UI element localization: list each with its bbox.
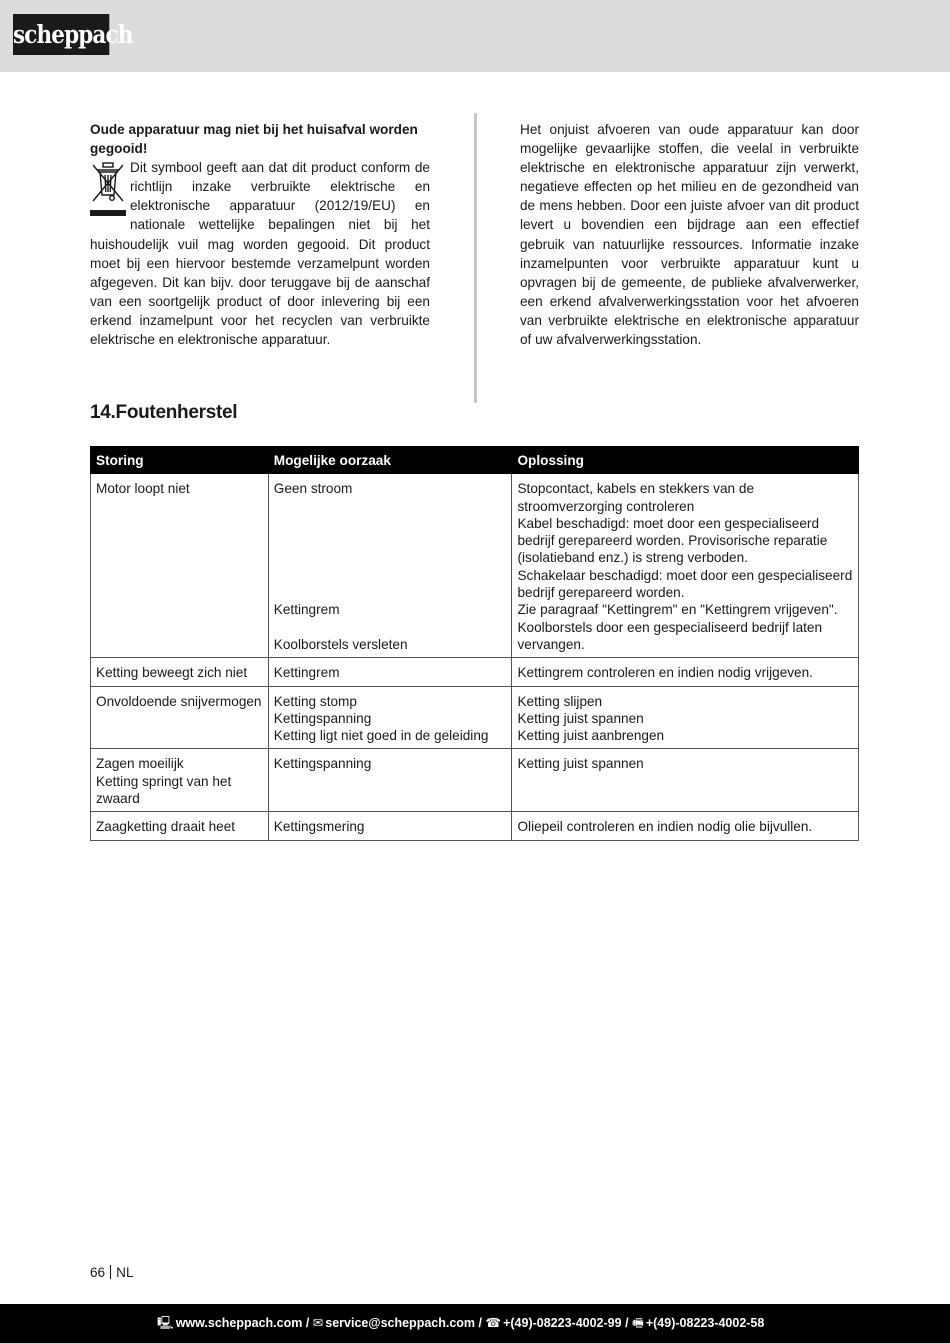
cell-oorzaak: Kettingsmering [268, 812, 512, 840]
column-divider [474, 113, 477, 403]
cause-line: Ketting ligt niet goed in de geleiding [273, 728, 489, 744]
fault-line: Ketting springt van het zwaard [96, 773, 232, 807]
cell-storing: Ketting beweegt zich niet [91, 658, 269, 686]
page-number-value: 66 [90, 1265, 106, 1280]
cell-oorzaak: Kettingspanning [268, 749, 512, 812]
section-title [90, 402, 237, 424]
footer-separator: / [305, 1316, 310, 1330]
cause-line: Koolborstels versleten [273, 636, 408, 652]
weee-crossed-bin-icon [90, 161, 126, 217]
cell-oplossing [512, 686, 859, 749]
table-row [91, 686, 859, 749]
footer-email[interactable]: service@scheppach.com [325, 1316, 476, 1330]
cell-oorzaak [268, 474, 512, 658]
solution-line: Ketting slijpen [517, 693, 603, 709]
solution-line: Kabel beschadigd: moet door een gespecialiseerd bedrijf gerepareerd worden. Provisorische reparatie (isolatieband enz.) is streng verboden. [517, 515, 828, 566]
page-number [90, 1265, 134, 1280]
fault-line: Zagen moeilijk [96, 756, 184, 772]
solution-line: Stopcontact, kabels en stekkers van de stroomverzorging controleren [517, 481, 755, 514]
disposal-left-text: Dit symbool geeft aan dat dit product conform de richtlijn inzake verbruikte elektrische en elektronische apparatuur (2012/19/EU) en nationale wettelijke bepalingen niet bij het huishoudelijk vuil mag worden gegooid. Dit product moet bij een hiervoor bestemde verzamelpunt worden afgegeven. Dit kan bijv. door teruggave bij de aanschaf van een soortgelijk product of door inlevering bij een erkend inzamelpunt voor het recyclen van verbruikte elektrische en elektronische apparatuur. [90, 160, 430, 348]
disposal-heading: Oude apparatuur mag niet bij het huisafval worden gegooid! [90, 122, 418, 157]
cell-storing: Zaagketting draait heet [91, 812, 269, 840]
cause-line: Kettingspanning [273, 710, 372, 726]
cell-oplossing: Kettingrem controleren en indien nodig vrijgeven. [512, 658, 859, 686]
solution-line: Schakelaar beschadigd: moet door een gespecialiseerd bedrijf gerepareerd worden. [517, 567, 853, 601]
cause-line: Ketting stomp [273, 693, 357, 709]
footer-phone: +(49)-08223-4002-99 [503, 1316, 622, 1330]
cell-storing [91, 749, 269, 812]
header-band [0, 0, 950, 72]
cause-line: Geen stroom [273, 481, 353, 497]
computer-icon: 🖳 [157, 1316, 174, 1330]
cell-oplossing: Ketting juist spannen [512, 749, 859, 812]
cause-line: Kettingrem [273, 602, 340, 618]
phone-icon: ☎ [485, 1316, 502, 1330]
cell-oplossing [512, 474, 859, 658]
solution-line: Zie paragraaf "Kettingrem" en "Kettingrem vrijgeven". [517, 602, 838, 618]
mail-icon: ✉ [312, 1316, 324, 1330]
disposal-right-text: Het onjuist afvoeren van oude apparatuur kan door mogelijke gevaarlijke stoffen, die veelal in verbruikte elektrische en elektronische apparatuur zijn verwerkt, negatieve effecten op het milieu en de gezondheid van de mens hebben. Door een juiste afvoer van dit product levert u bovendien een bijdrage aan een effectief gebruik van natuurlijke ressources. Informatie inzake inzamelpunten voor verbruikte apparatuur kunt u opvragen bij de gemeente, de publieke afvalverwerker, een erkend afvalverwerkingsstation voor het afvoeren van verbruikte elektrische en elektronische apparatuur of uw afvalverwerkingsstation. [520, 122, 859, 348]
solution-line: Ketting juist aanbrengen [517, 728, 665, 744]
header-oplossing: Oplossing [512, 447, 859, 474]
table-row [91, 474, 859, 658]
solution-line: Ketting juist spannen [517, 710, 644, 726]
table-row [91, 658, 859, 686]
table-row [91, 749, 859, 812]
fax-icon: 🖷 [632, 1316, 644, 1330]
header-mogelijke-oorzaak: Mogelijke oorzaak [268, 447, 512, 474]
disposal-right-column [520, 120, 859, 349]
cell-storing: Motor loopt niet [91, 474, 269, 658]
footer-website[interactable]: www.scheppach.com [175, 1316, 303, 1330]
cell-oorzaak: Kettingrem [268, 658, 512, 686]
fault-table [90, 446, 859, 841]
cell-storing: Onvoldoende snijvermogen [91, 686, 269, 749]
footer-contact [157, 1304, 764, 1343]
header-storing: Storing [91, 447, 269, 474]
section-number: 14. [90, 402, 116, 423]
cell-oplossing: Oliepeil controleren en indien nodig olie bijvullen. [512, 812, 859, 840]
table-header-row [91, 447, 859, 474]
footer-fax: +(49)-08223-4002-58 [645, 1316, 765, 1330]
table-row [91, 812, 859, 840]
scheppach-logo: scheppach [13, 14, 109, 55]
footer-band [0, 1304, 950, 1343]
cell-oorzaak [268, 686, 512, 749]
footer-separator: / [478, 1316, 483, 1330]
section-title-text: Foutenherstel [115, 402, 238, 423]
disposal-left-column [90, 120, 430, 349]
page-number-divider [110, 1265, 111, 1279]
footer-separator: / [625, 1316, 629, 1330]
page-language: NL [116, 1265, 134, 1280]
solution-line: Koolborstels door een gespecialiseerd bedrijf laten vervangen. [517, 619, 823, 652]
